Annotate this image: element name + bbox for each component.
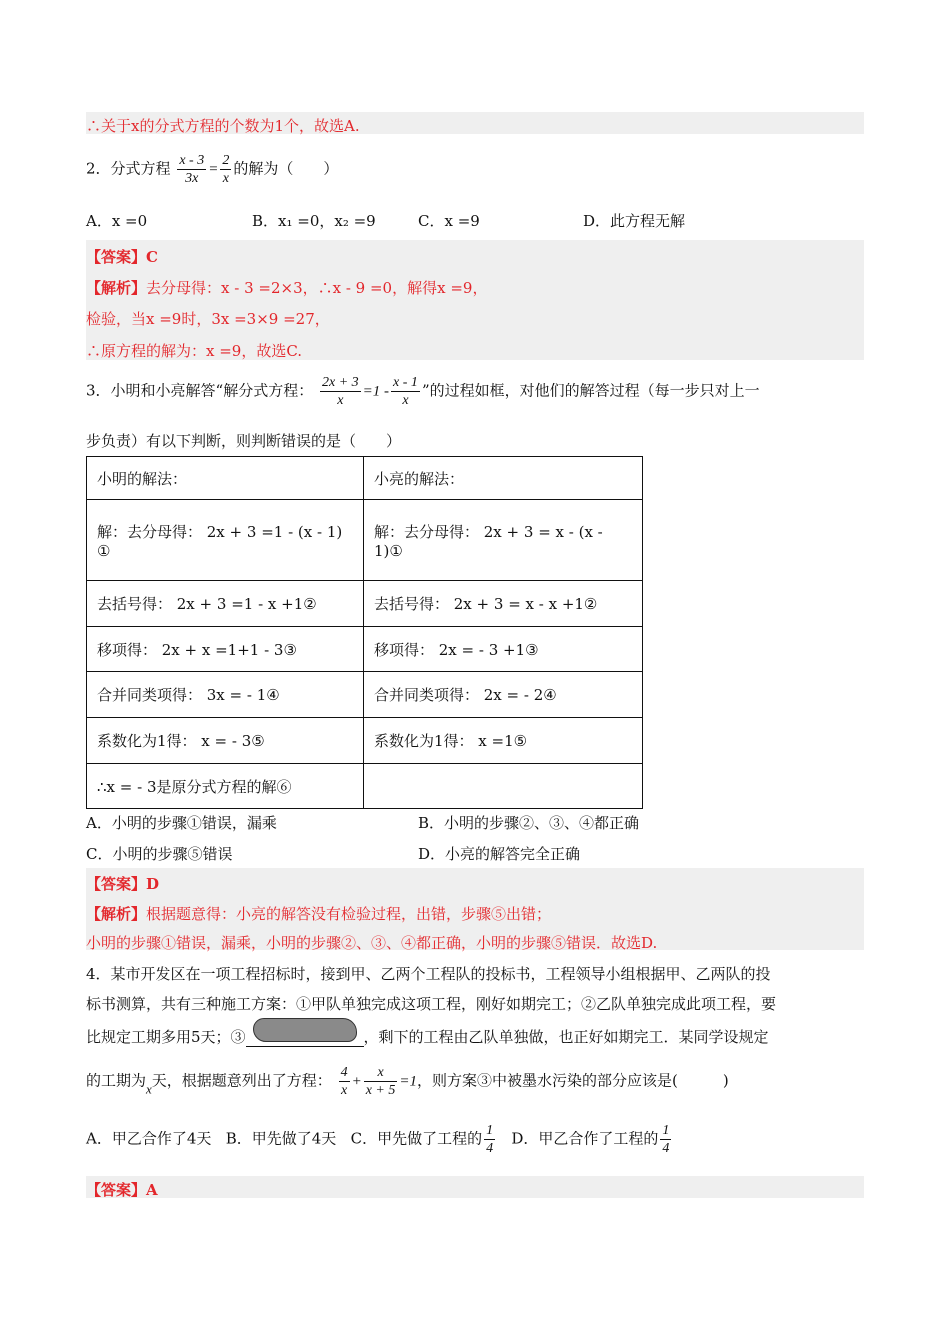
q3-option-b: B．小明的步骤②、③、④都正确 [418,814,640,832]
ink-stain-blank [246,1018,364,1047]
question-3-stem-line-1: 3．小明和小亮解答“解分式方程： $\frac{2x + 3}{x}$ =1 - $\frac{x - 1}{x}$ ”的过程如框，对他们的解答过程（每一步只对上一 [86,375,760,408]
xiaoliang-step-4: 合并同类项得： 2x = - 2④ [364,672,643,718]
q4-answer: 【答案】A [86,1181,158,1199]
solution-table [86,456,643,809]
q3-option-a: A．小明的步骤①错误，漏乘 [86,814,277,832]
xiaoming-step-1: 解：去分母得： 2x + 3 =1 - (x - 1) ① [87,500,364,581]
header-xiaoming: 小明的解法： [87,457,364,500]
question-number: 2． [86,159,111,178]
xiaoliang-step-6 [364,764,643,809]
q3-option-c: C．小明的步骤⑤错误 [86,845,233,863]
fraction-one-quarter-d: $\frac{1}{4}$ [662,1123,670,1156]
q3-analysis-line-1: 【解析】根据题意得：小亮的解答没有检验过程，出错，步骤⑤出错； [86,905,552,923]
xiaoming-step-6: ∴x = - 3是原分式方程的解⑥ [87,764,364,809]
q4-option-d: D．甲乙合作了工程的 [511,1129,659,1148]
header-xiaoliang: 小亮的解法： [364,457,643,500]
fraction-lhs: $\frac{x - 3}{3x}$ [179,153,205,186]
question-4-line-1: 4．某市开发区在一项工程招标时，接到甲、乙两个工程队的投标书，工程领导小组根据甲、乙两队的投 [86,965,771,983]
fraction-eq-lhs: $\frac{2x + 3}{x}$ [322,375,359,408]
q3-option-d: D．小亮的解答完全正确 [418,845,581,863]
fraction-one-quarter: $\frac{1}{4}$ [486,1123,494,1156]
q4-option-c: C．甲先做了工程的 [350,1129,483,1148]
question-4-line-2: 标书测算，共有三种施工方案：①甲队单独完成这项工程，刚好如期完工；②乙队单独完成此项工程，要 [86,995,777,1013]
xiaoliang-step-5: 系数化为1得： x =1⑤ [364,718,643,764]
question-2-stem: 2．分式方程 $\frac{x - 3}{3x}$ = $\frac{2}{x}$ 的解为（ ） [86,153,339,186]
xiaoming-step-3: 移项得： 2x + x =1+1 - 3③ [87,627,364,672]
xiaoliang-step-2: 去括号得： 2x + 3 = x - x +1② [364,581,643,627]
xiaoming-step-5: 系数化为1得： x = - 3⑤ [87,718,364,764]
question-3-stem-line-2: 步负责）有以下判断，则判断错误的是（ ） [86,432,402,450]
q2-analysis-line-2: 检验，当x =9时，3x =3×9 =27， [86,310,330,328]
question-4-line-4: 的工期为x天，根据题意列出了方程： $\frac{4}{x}$ + $\frac{x}{x + 5}$ =1，则方案③中被墨水污染的部分应该是( ) [86,1065,729,1098]
q2-analysis-line-3: ∴原方程的解为：x =9，故选C. [86,342,303,360]
question-4-line-3: 比规定工期多用5天；③ ，剩下的工程由乙队单独做，也正好如期完工．某同学设规定 [86,1018,769,1047]
q3-answer: 【答案】D [86,875,160,893]
fraction-4-over-x: $\frac{4}{x}$ [340,1065,348,1098]
fraction-eq-rhs: $\frac{x - 1}{x}$ [393,375,418,408]
fraction-rhs: $\frac{2}{x}$ [222,153,230,186]
fraction-x-over-x-plus-5: $\frac{x}{x + 5}$ [365,1065,396,1098]
xiaoliang-step-1: 解：去分母得： 2x + 3 = x - (x - 1)① [364,500,643,581]
previous-answer-line: ∴关于x的分式方程的个数为1个，故选A. [86,117,360,135]
xiaoming-step-4: 合并同类项得： 3x = - 1④ [87,672,364,718]
xiaoliang-step-3: 移项得： 2x = - 3 +1③ [364,627,643,672]
q2-option-d: D．此方程无解 [583,212,686,230]
q2-analysis-line-1: 【解析】去分母得：x - 3 =2×3，∴x - 9 =0，解得x =9， [86,279,488,297]
q2-option-a: A．x =0 [86,212,148,230]
q2-answer: 【答案】C [86,248,158,266]
ink-blot-icon [253,1018,357,1042]
q2-option-b: B．x₁ =0，x₂ =9 [252,212,376,230]
q4-options [86,1122,673,1157]
q4-option-b: B．甲先做了4天 [225,1129,337,1148]
xiaoming-step-2: 去括号得： 2x + 3 =1 - x +1② [87,581,364,627]
q4-option-a: A．甲乙合作了4天 [86,1129,212,1148]
q3-analysis-line-2: 小明的步骤①错误，漏乘，小明的步骤②、③、④都正确，小明的步骤⑤错误．故选D. [86,934,658,952]
q2-option-c: C．x =9 [418,212,480,230]
